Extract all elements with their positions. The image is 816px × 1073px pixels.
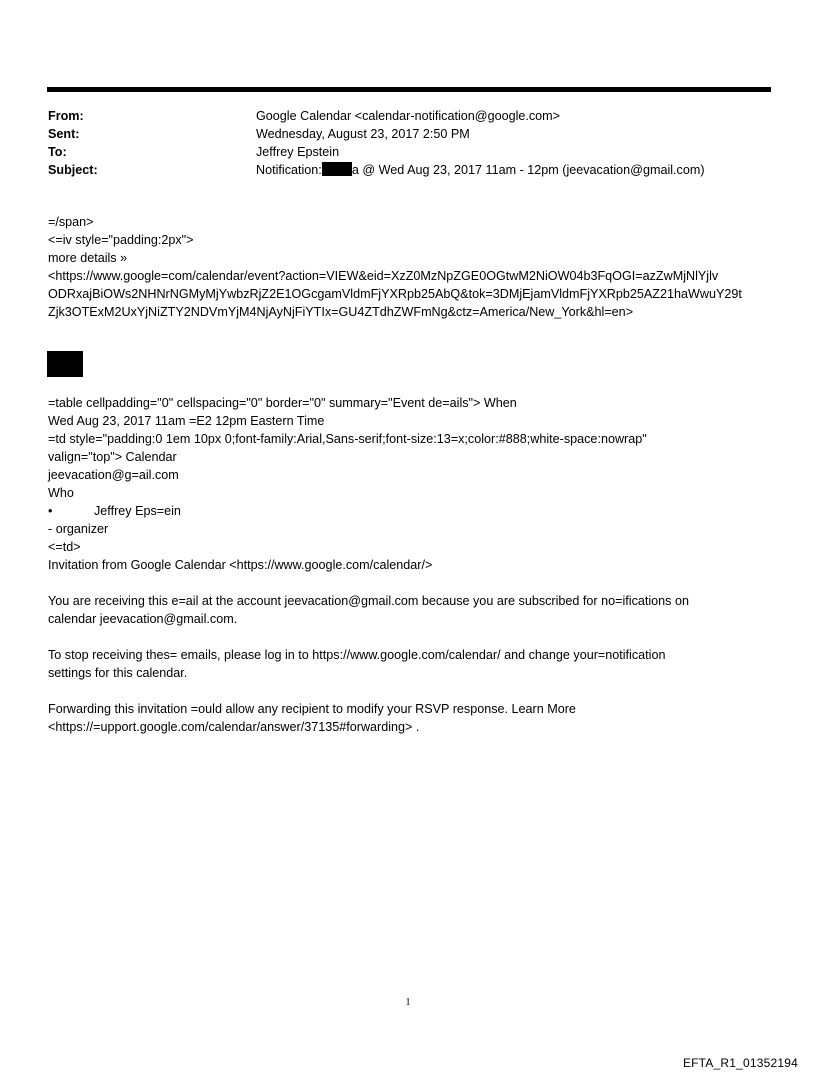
sent-value: Wednesday, August 23, 2017 2:50 PM <box>256 127 470 141</box>
forwarding-link[interactable]: <https://=upport.google.com/calendar/answer/37135#forwarding> . <box>48 720 420 734</box>
body-line: <=iv style="padding:2px"> <box>48 233 194 247</box>
stop-notice: To stop receiving thes= emails, please log in to https://www.google.com/calendar/ and change your=notification <box>48 648 666 662</box>
more-details-link[interactable]: more details » <box>48 251 128 265</box>
details-line: =table cellpadding="0" cellspacing="0" border="0" summary="Event de=ails"> When <box>48 396 517 410</box>
who-name: Jeffrey Eps=ein <box>94 504 181 518</box>
from-label: From: <box>48 109 84 123</box>
when-line: Wed Aug 23, 2017 11am =E2 12pm Eastern Time <box>48 414 325 428</box>
details-line: <=td> <box>48 540 81 554</box>
header-rule <box>47 87 771 92</box>
stop-notice: settings for this calendar. <box>48 666 188 680</box>
to-row <box>48 143 778 161</box>
event-url-line[interactable]: Zjk3OTExM2UxYjNiZTY2NDVmYjM4NjAyNjFiYTIx=GU4ZTdhZWFmNg&ctz=America/New_York&hl=en> <box>48 305 634 319</box>
subject-label: Subject: <box>48 163 98 177</box>
receiving-notice: You are receiving this e=ail at the account jeevacation@gmail.com because you are subscribed for no=ifications on <box>48 594 689 608</box>
receiving-notice: calendar jeevacation@gmail.com. <box>48 612 238 626</box>
email-header <box>48 107 778 179</box>
who-label: Who <box>48 486 74 500</box>
subject-row <box>48 161 778 179</box>
event-url-line[interactable]: ODRxajBiOWs2NHNrNGMyMjYwbzRjZ2E1OGcgamVldmFjYXRpb25AbQ&tok=3DMjEjamVldmFjYXRpb25AZ21haWwuY29t <box>48 287 742 301</box>
organizer-line: - organizer <box>48 522 109 536</box>
details-line: =td style="padding:0 1em 10px 0;font-family:Arial,Sans-serif;font-size:13=x;color:#888;white-space:nowrap" <box>48 432 647 446</box>
subject-value <box>256 161 778 179</box>
sent-label: Sent: <box>48 127 80 141</box>
event-details <box>48 394 778 736</box>
page-number: 1 <box>405 997 411 1008</box>
invitation-line: Invitation from Google Calendar <https://www.google.com/calendar/> <box>48 558 433 572</box>
from-row <box>48 107 778 125</box>
to-label: To: <box>48 145 67 159</box>
who-list-item <box>48 502 778 520</box>
event-url-line[interactable]: <https://www.google=com/calendar/event?action=VIEW&eid=XzZ0MzNpZGE0OGtwM2NiOW04b3FqOGI=azZwMjNlYjlv <box>48 269 719 283</box>
forwarding-notice: Forwarding this invitation =ould allow any recipient to modify your RSVP response. Learn More <box>48 702 576 716</box>
subject-prefix: Notification: <box>256 163 322 177</box>
bullet-icon: • <box>48 504 53 518</box>
from-value: Google Calendar <calendar-notification@google.com> <box>256 109 561 123</box>
document-id: EFTA_R1_01352194 <box>682 1056 798 1070</box>
redaction-block <box>47 351 83 377</box>
subject-redaction <box>322 162 352 176</box>
details-line: valign="top"> Calendar <box>48 450 177 464</box>
sent-row <box>48 125 778 143</box>
email-body-top <box>48 213 778 321</box>
to-value: Jeffrey Epstein <box>256 145 340 159</box>
body-line: =/span> <box>48 215 94 229</box>
calendar-email: jeevacation@g=ail.com <box>48 468 179 482</box>
subject-suffix: a @ Wed Aug 23, 2017 11am - 12pm (jeevacation@gmail.com) <box>351 163 705 177</box>
